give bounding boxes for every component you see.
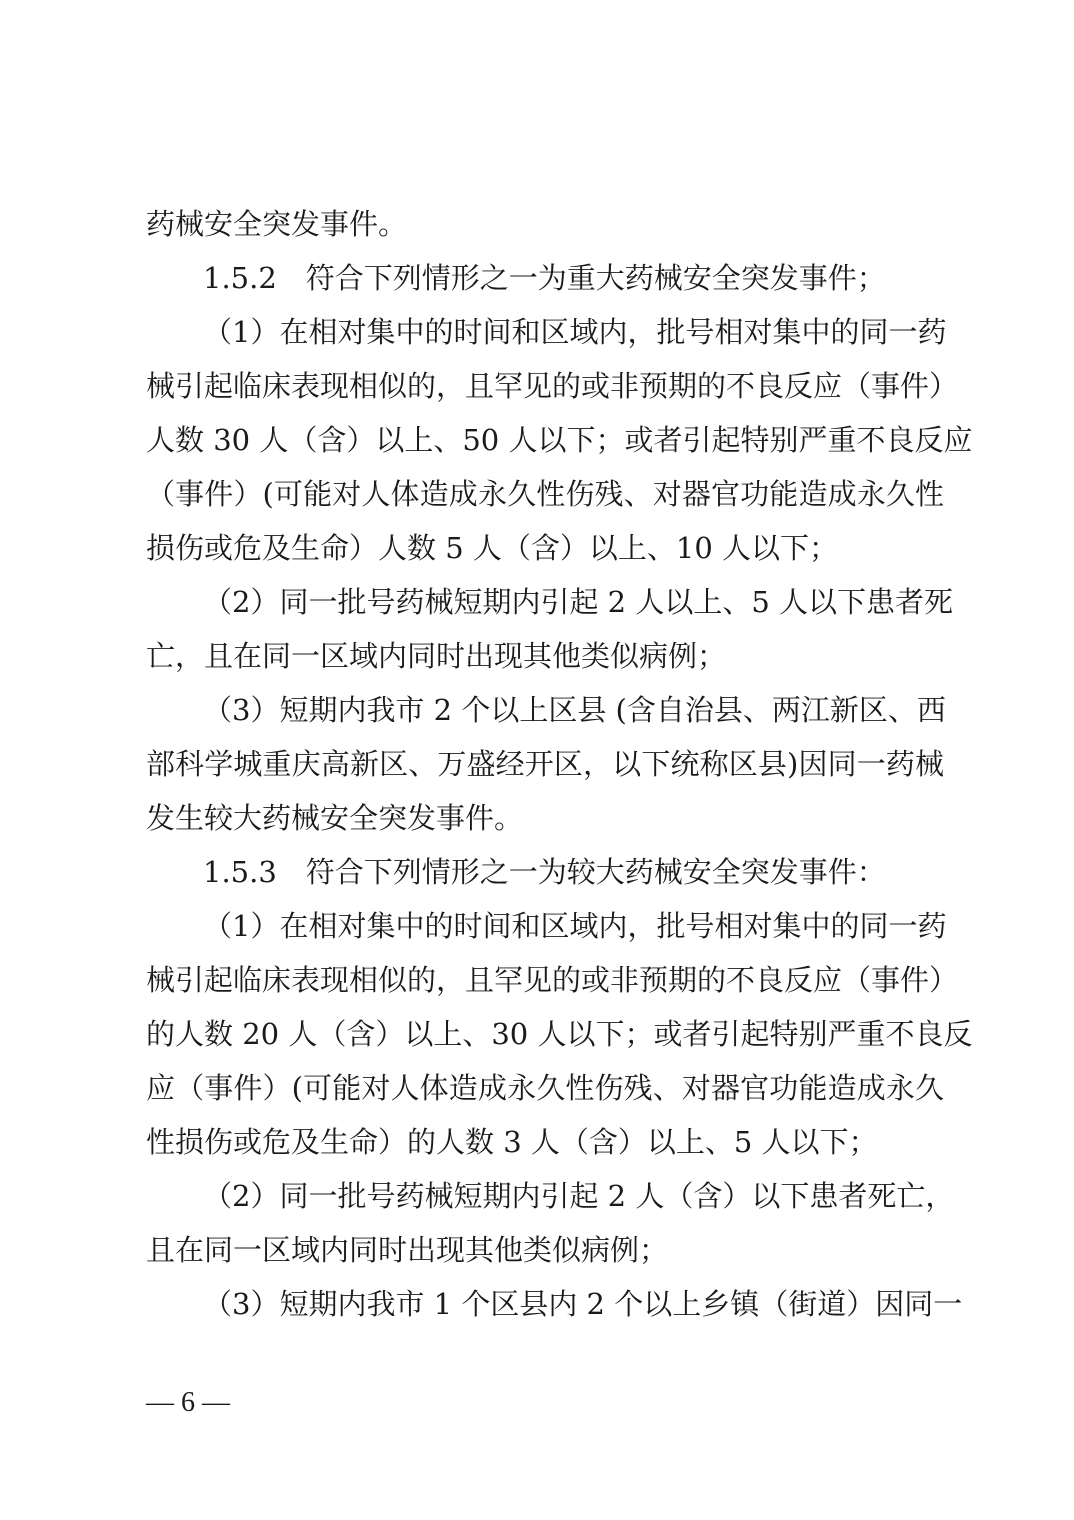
text-line: 发生较大药械安全突发事件。 — [146, 801, 524, 835]
text-line: （事件）(可能对人体造成永久性伤残、对器官功能造成永久性 — [146, 477, 944, 511]
text-line: （1）在相对集中的时间和区域内，批号相对集中的同一药 — [203, 909, 947, 943]
text-line: 人数 30 人（含）以上、50 人以下；或者引起特别严重不良反应 — [146, 423, 973, 457]
text-line: 性损伤或危及生命）的人数 3 人（含）以上、5 人以下； — [146, 1125, 878, 1159]
text-line: 药械安全突发事件。 — [146, 207, 408, 241]
text-line: （3）短期内我市 2 个以上区县 (含自治县、两江新区、西 — [203, 693, 946, 727]
text-line: （1）在相对集中的时间和区域内，批号相对集中的同一药 — [203, 315, 947, 349]
text-line: （2）同一批号药械短期内引起 2 人（含）以下患者死亡， — [203, 1179, 955, 1213]
text-line: （2）同一批号药械短期内引起 2 人以上、5 人以下患者死 — [203, 585, 954, 619]
text-line: 亡，且在同一区域内同时出现其他类似病例； — [146, 639, 727, 673]
text-line: 械引起临床表现相似的，且罕见的或非预期的不良反应（事件） — [146, 369, 959, 403]
text-line: 械引起临床表现相似的，且罕见的或非预期的不良反应（事件） — [146, 963, 959, 997]
text-line: 应（事件）(可能对人体造成永久性伤残、对器官功能造成永久 — [146, 1071, 944, 1105]
text-line: 部科学城重庆高新区、万盛经开区，以下统称区县)因同一药械 — [146, 747, 944, 781]
text-line: 且在同一区域内同时出现其他类似病例； — [146, 1233, 669, 1267]
page-number: — 6 — — [146, 1387, 230, 1418]
text-line: （3）短期内我市 1 个区县内 2 个以上乡镇（街道）因同一 — [203, 1287, 963, 1321]
text-line: 的人数 20 人（含）以上、30 人以下；或者引起特别严重不良反 — [146, 1017, 973, 1051]
text-line: 损伤或危及生命）人数 5 人（含）以上、10 人以下； — [146, 531, 839, 565]
section-heading-1-5-2: 1.5.2 符合下列情形之一为重大药械安全突发事件； — [203, 261, 886, 295]
section-heading-1-5-3: 1.5.3 符合下列情形之一为较大药械安全突发事件： — [203, 855, 886, 889]
